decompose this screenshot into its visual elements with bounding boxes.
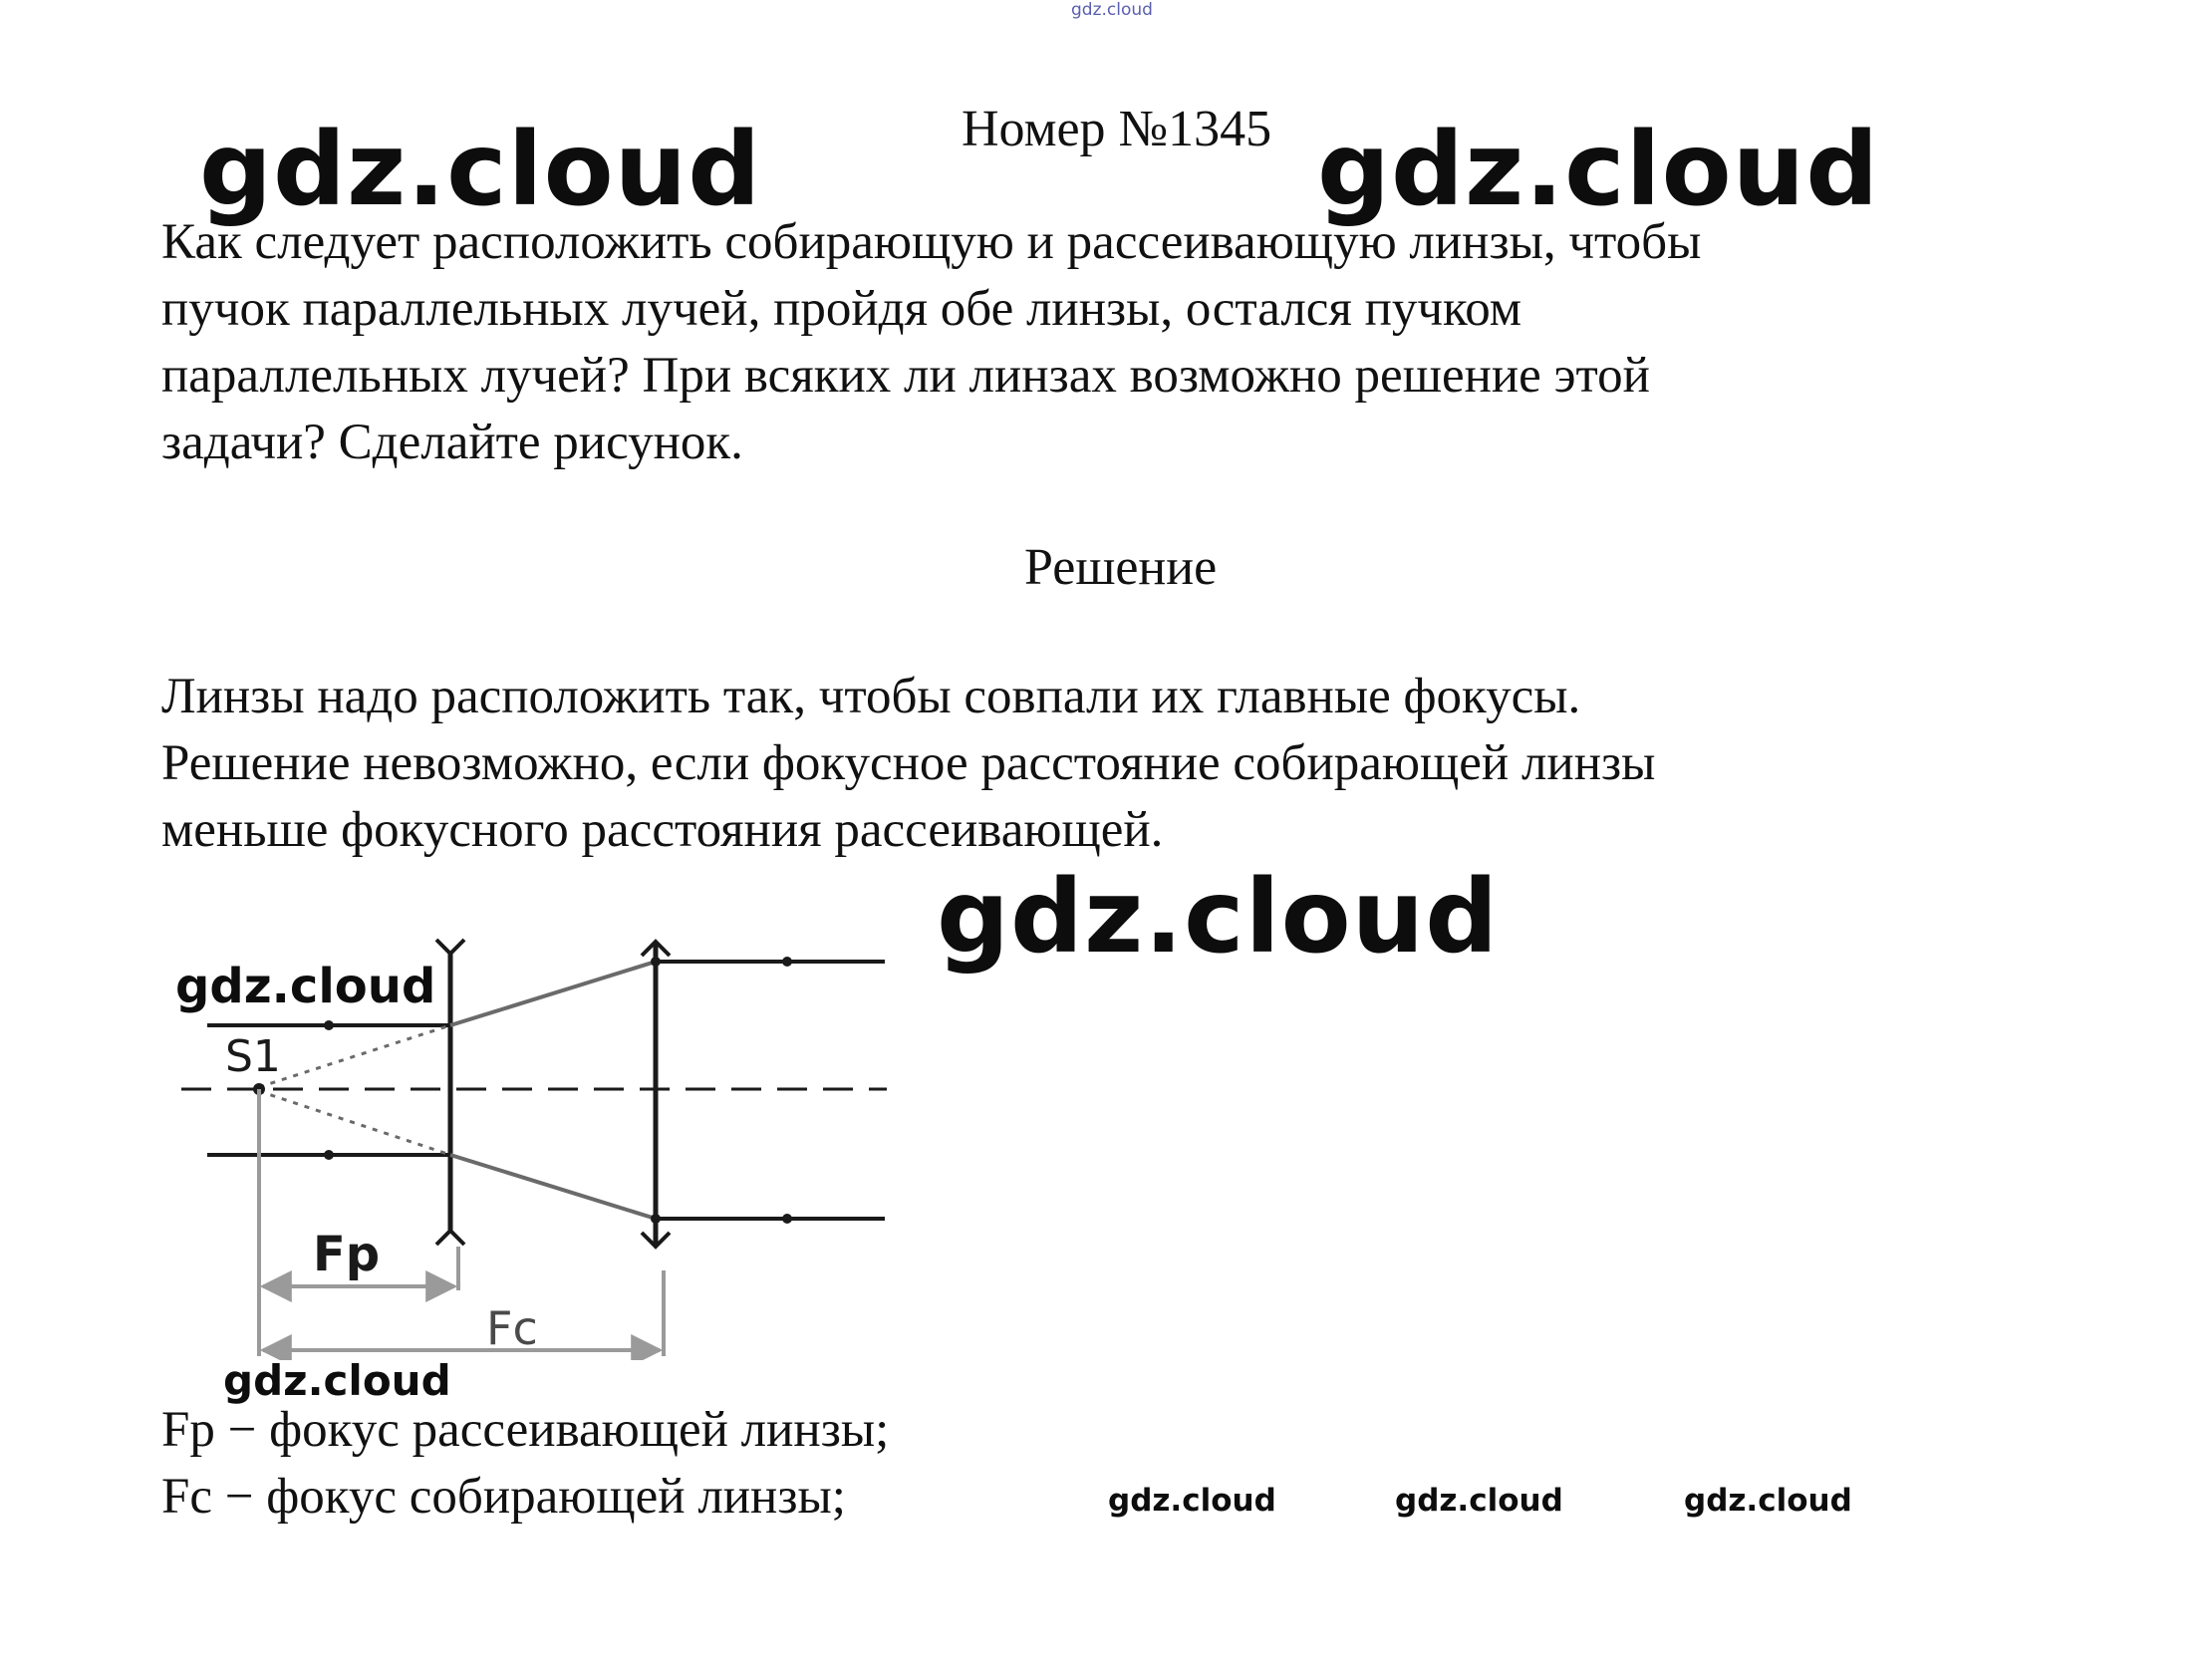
- question-line: параллельных лучей? При всяких ли линзах возможно решение этой: [161, 348, 1650, 404]
- legend-line-fp: Fp − фокус рассеивающей линзы;: [161, 1402, 890, 1458]
- footer-watermark: gdz.cloud: [1684, 1483, 1852, 1519]
- watermark-left: gdz.cloud: [199, 111, 762, 229]
- question-line: задачи? Сделайте рисунок.: [161, 415, 743, 470]
- footer-watermark: gdz.cloud: [1108, 1483, 1276, 1519]
- answer-line: Решение невозможно, если фокусное расстояние собирающей линзы: [161, 735, 1656, 791]
- question-text: [161, 209, 2055, 476]
- label-fp: Fp: [313, 1227, 381, 1282]
- footer-watermark: gdz.cloud: [1395, 1483, 1563, 1519]
- label-s1: S1: [225, 1031, 281, 1082]
- solution-heading: Решение: [1024, 539, 1218, 596]
- question-line: Как следует расположить собирающую и рассеивающую линзы, чтобы: [161, 214, 1702, 270]
- answer-line: Линзы надо расположить так, чтобы совпали их главные фокусы.: [161, 669, 1581, 724]
- label-fc: Fc: [486, 1301, 538, 1355]
- answer-line: меньше фокусного расстояния рассеивающей.: [161, 802, 1164, 858]
- converging-lens: [642, 942, 670, 1247]
- watermark-center: gdz.cloud: [937, 858, 1500, 977]
- dimension-lines: [259, 1089, 664, 1356]
- lens-diagram: [169, 922, 907, 1360]
- diverging-lens: [436, 940, 464, 1245]
- watermark-right: gdz.cloud: [1317, 111, 1880, 229]
- watermark-diagram-top: gdz.cloud: [175, 959, 436, 1014]
- page-title: Номер №1345: [962, 101, 1272, 157]
- answer-text: [161, 664, 2055, 864]
- question-line: пучок параллельных лучей, пройдя обе линзы, остался пучком: [161, 281, 1522, 337]
- legend: [161, 1397, 889, 1531]
- legend-line-fc: Fc − фокус собирающей линзы;: [161, 1469, 846, 1525]
- watermark-diagram-bottom: gdz.cloud: [223, 1356, 451, 1405]
- top-watermark: gdz.cloud: [1071, 0, 1153, 20]
